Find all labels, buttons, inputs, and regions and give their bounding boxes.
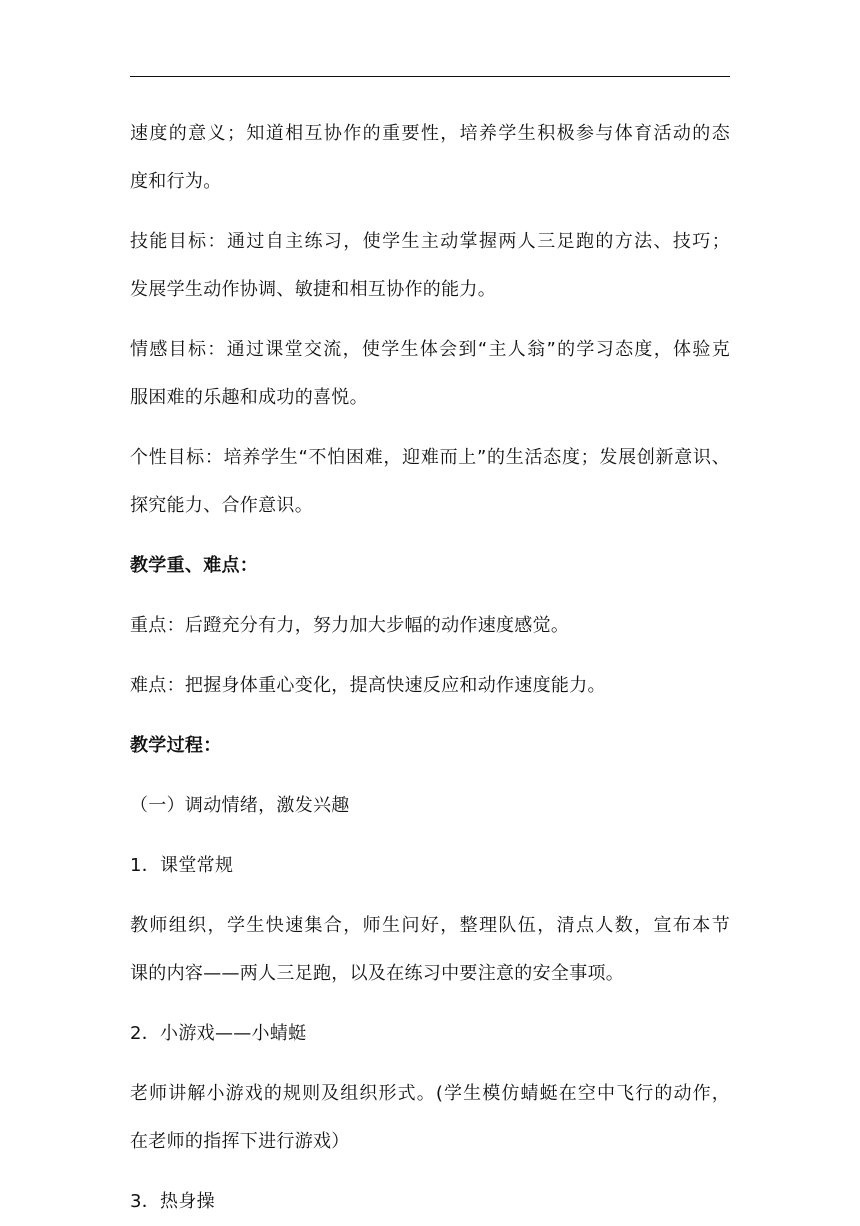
paragraph-skill-goal [130,218,730,314]
text-line: 在老师的指挥下进行游戏） [130,1131,350,1152]
section-heading-key-points: 教学重、难点： [130,555,259,576]
text-line: 课的内容——两人三足跑，以及在练习中要注意的安全事项。 [130,963,625,984]
text-line: 个性目标：培养学生“不怕困难，迎难而上”的生活态度；发展创新意识、 [130,447,730,468]
text-line: 情感目标：通过课堂交流，使学生体会到“主人翁”的学习态度，体验克 [130,339,730,360]
paragraph-goal-continuation [130,110,730,206]
text-line: 服困难的乐趣和成功的喜悦。 [130,387,368,408]
document-body [130,110,730,1226]
text-line: 探究能力、合作意识。 [130,495,313,516]
list-item-mini-game: 2．小游戏——小蜻蜓 [130,1023,307,1044]
text-line: 速度的意义；知道相互协作的重要性，培养学生积极参与体育活动的态 [130,123,730,144]
subsection-heading-warmup: （一）调动情绪，激发兴趣 [130,795,350,816]
text-line: 教师组织，学生快速集合，师生问好，整理队伍，清点人数，宣布本节 [130,915,730,936]
text-line: 老师讲解小游戏的规则及组织形式。(学生模仿蜻蜓在空中飞行的动作， [130,1083,730,1104]
paragraph-personality-goal [130,434,730,530]
paragraph-game-rules [130,1070,730,1166]
paragraph-key-point: 重点：后蹬充分有力，努力加大步幅的动作速度感觉。 [130,615,570,636]
text-line: 技能目标：通过自主练习，使学生主动掌握两人三足跑的方法、技巧； [130,231,730,252]
paragraph-difficulty: 难点：把握身体重心变化，提高快速反应和动作速度能力。 [130,675,606,696]
section-heading-process: 教学过程： [130,735,222,756]
header-rule [130,76,730,77]
text-line: 度和行为。 [130,171,222,192]
list-item-class-routine: 1．课堂常规 [130,855,234,876]
list-item-warmup-exercise: 3．热身操 [130,1191,215,1212]
text-line: 发展学生动作协调、敏捷和相互协作的能力。 [130,279,496,300]
paragraph-teacher-organization [130,902,730,998]
paragraph-emotion-goal [130,326,730,422]
